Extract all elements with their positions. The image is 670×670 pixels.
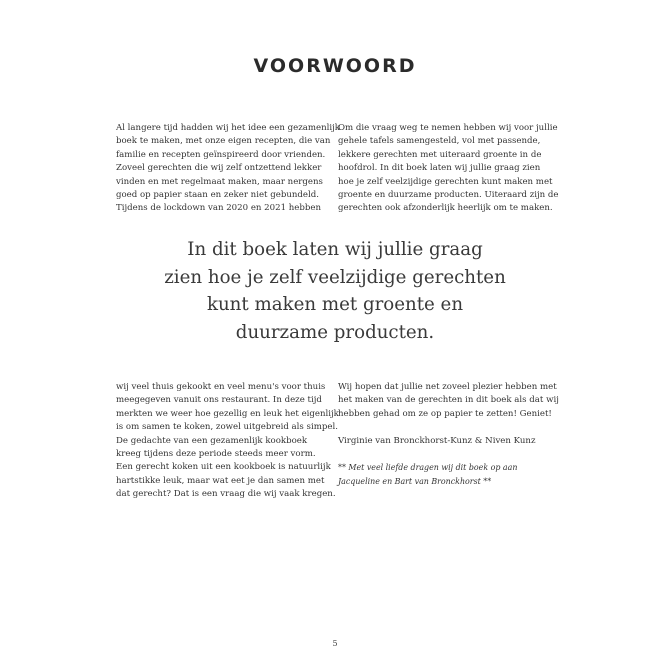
column-top-left — [116, 122, 340, 216]
text-line: familie en recepten geïnspireerd door vrienden. — [116, 149, 326, 160]
text-line: De gedachte van een gezamenlijk kookboek — [116, 435, 308, 446]
text-line: Een gerecht koken uit een kookboek is natuurlijk — [116, 462, 331, 473]
text-line: Om die vraag weg te nemen hebben wij voor jullie — [338, 123, 558, 133]
pull-quote-line: In dit boek laten wij jullie graag — [187, 239, 483, 260]
pull-quote-line: kunt maken met groente en — [206, 294, 464, 315]
text-line: Zoveel gerechten die wij zelf ontzettend lekker — [116, 163, 322, 174]
text-line: boek te maken, met onze eigen recepten, die van — [116, 136, 331, 147]
column-bottom-right — [338, 381, 559, 488]
text-line: is om samen te koken, zowel uitgebreid als simpel. — [116, 422, 338, 433]
text-line: merkten we weer hoe gezellig en leuk het eigenlijk — [116, 408, 339, 419]
text-line: Tijdens de lockdown van 2020 en 2021 hebben — [116, 203, 322, 214]
column-bottom-left — [116, 381, 339, 502]
text-line: het maken van de gerechten in dit boek als dat wij — [338, 395, 559, 406]
text-line: vinden en met regelmaat maken, maar nergens — [116, 176, 323, 187]
dedication-line: ** Met veel liefde dragen wij dit boek op aan — [338, 463, 518, 473]
text-line: Al langere tijd hadden wij het idee een gezamenlijk — [116, 123, 340, 133]
text-line: lekkere gerechten met uiteraard groente in de — [338, 149, 542, 160]
text-line: wij veel thuis gekookt en veel menu's voor thuis — [116, 382, 326, 392]
column-top-right — [338, 122, 559, 216]
pull-quote-line: duurzame producten. — [235, 321, 435, 343]
text-line: gehele tafels samengesteld, vol met passende, — [338, 136, 541, 147]
text-line: hartstikke leuk, maar wat eet je dan samen met — [116, 475, 325, 486]
text-line: gerechten ook afzonderlijk heerlijk om te maken. — [338, 203, 553, 214]
page-number: 5 — [332, 639, 338, 648]
page-title: VOORWOORD — [253, 55, 417, 77]
text-line: dat gerecht? Dat is een vraag die wij vaak kregen. — [116, 489, 336, 500]
text-line: kreeg tijdens deze periode steeds meer vorm. — [116, 449, 316, 460]
text-line: goed op papier staan en zeker niet gebundeld. — [116, 190, 319, 201]
text-line: meegegeven vanuit ons restaurant. In deze tijd — [116, 395, 322, 406]
text-line: hebben gehad om ze op papier te zetten! Geniet! — [338, 408, 552, 419]
text-line: groente en duurzame producten. Uiteraard zijn de — [338, 190, 559, 201]
text-line: hoofdrol. In dit boek laten wij jullie graag zien — [338, 163, 541, 174]
pull-quote — [0, 236, 670, 346]
dedication-line: Jacqueline en Bart van Bronckhorst ** — [338, 476, 492, 486]
text-line: Wij hopen dat jullie net zoveel plezier hebben met — [338, 382, 557, 392]
text-line: hoe je zelf veelzijdige gerechten kunt maken met — [338, 176, 553, 187]
signature: Virginie van Bronckhorst-Kunz & Niven Kunz — [338, 435, 536, 446]
pull-quote-line: zien hoe je zelf veelzijdige gerechten — [164, 266, 506, 288]
